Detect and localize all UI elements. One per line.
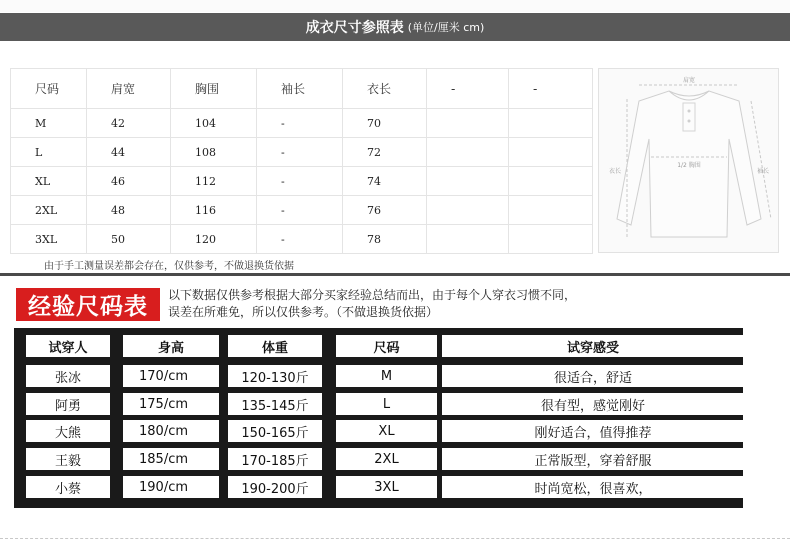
garment-diagram: [598, 68, 779, 253]
size-cell: M: [11, 109, 87, 138]
experience-cell: XL: [336, 420, 437, 442]
experience-cell: 170/cm: [123, 365, 219, 387]
experience-cell: 很适合，舒适: [442, 365, 744, 387]
size-cell: [509, 225, 593, 254]
experience-cell: 张冰: [26, 365, 110, 387]
experience-cell: L: [336, 393, 437, 415]
experience-cell: 很有型，感觉刚好: [442, 393, 744, 415]
size-table-row: [11, 196, 593, 225]
size-cell: -: [257, 109, 343, 138]
size-header-cell: 尺码: [11, 69, 87, 109]
experience-table: [14, 328, 743, 508]
size-chart-note: 由于手工测量误差都会存在，仅供参考，不做退换货依据: [44, 261, 294, 272]
size-cell: 48: [87, 196, 171, 225]
experience-description-line: 以下数据仅供参考根据大部分买家经验总结而出，由于每个人穿衣习惯不同，: [168, 288, 577, 302]
diagram-shoulder-label: 肩宽: [682, 77, 696, 84]
size-cell: [427, 167, 509, 196]
experience-cell: 175/cm: [123, 393, 219, 415]
diagram-sleeve-label: 袖长: [757, 168, 770, 175]
size-header-cell: -: [509, 69, 593, 109]
experience-cell: 刚好适合，值得推荐: [442, 420, 744, 442]
size-cell: 42: [87, 109, 171, 138]
size-cell: [427, 196, 509, 225]
size-cell: 74: [343, 167, 427, 196]
size-cell: -: [257, 196, 343, 225]
experience-cell: 120-130斤: [228, 365, 322, 387]
size-cell: [509, 109, 593, 138]
size-chart-header: [0, 13, 790, 41]
experience-description-line: 误差在所难免，所以仅供参考。（不做退换货依据）: [168, 305, 439, 319]
experience-cell: 185/cm: [123, 448, 219, 470]
size-cell: 104: [171, 109, 257, 138]
experience-header-cell: 试穿感受: [442, 335, 744, 357]
size-cell: [509, 138, 593, 167]
size-cell: L: [11, 138, 87, 167]
size-header-cell: 袖长: [257, 69, 343, 109]
size-cell: -: [257, 225, 343, 254]
size-cell: [427, 138, 509, 167]
size-cell: [427, 109, 509, 138]
experience-cell: M: [336, 365, 437, 387]
diagram-length-label: 衣长: [609, 168, 622, 175]
size-header-cell: -: [427, 69, 509, 109]
size-cell: XL: [11, 167, 87, 196]
experience-cell: 190/cm: [123, 476, 219, 498]
size-cell: 112: [171, 167, 257, 196]
size-cell: 46: [87, 167, 171, 196]
experience-cell: 王毅: [26, 448, 110, 470]
section-divider: [0, 273, 790, 276]
tshirt-outline-icon: [599, 69, 780, 254]
size-header-cell: 肩宽: [87, 69, 171, 109]
size-cell: 76: [343, 196, 427, 225]
experience-header-cell: 尺码: [336, 335, 437, 357]
experience-title: 经验尺码表: [16, 288, 160, 321]
experience-cell: 3XL: [336, 476, 437, 498]
size-header-cell: 衣长: [343, 69, 427, 109]
experience-description: [168, 287, 788, 321]
experience-header-cell: 体重: [228, 335, 322, 357]
size-header-cell: 胸围: [171, 69, 257, 109]
size-table-row: [11, 225, 593, 254]
size-cell: [509, 167, 593, 196]
size-cell: 120: [171, 225, 257, 254]
experience-cell: 阿勇: [26, 393, 110, 415]
size-cell: 72: [343, 138, 427, 167]
size-cell: 50: [87, 225, 171, 254]
experience-cell: 2XL: [336, 448, 437, 470]
experience-cell: 190-200斤: [228, 476, 322, 498]
experience-cell: 正常版型，穿着舒服: [442, 448, 744, 470]
experience-cell: 170-185斤: [228, 448, 322, 470]
size-cell: -: [257, 138, 343, 167]
bottom-divider: [0, 538, 790, 539]
experience-cell: 180/cm: [123, 420, 219, 442]
experience-cell: 大熊: [26, 420, 110, 442]
diagram-chest-label: 1/2 胸围: [677, 162, 701, 169]
size-table: [10, 68, 592, 253]
experience-cell: 135-145斤: [228, 393, 322, 415]
size-cell: [427, 225, 509, 254]
size-cell: 2XL: [11, 196, 87, 225]
size-cell: 108: [171, 138, 257, 167]
size-cell: 116: [171, 196, 257, 225]
size-cell: 78: [343, 225, 427, 254]
size-table-row: [11, 138, 593, 167]
size-cell: [509, 196, 593, 225]
size-cell: 44: [87, 138, 171, 167]
size-cell: 70: [343, 109, 427, 138]
size-table-header-row: [11, 69, 593, 109]
size-chart-title: 成衣尺寸参照表: [305, 20, 404, 36]
size-chart-unit: (单位/厘米 cm): [407, 21, 485, 34]
experience-header-cell: 试穿人: [26, 335, 110, 357]
experience-cell: 150-165斤: [228, 420, 322, 442]
experience-cell: 小蔡: [26, 476, 110, 498]
top-strip: [0, 0, 790, 12]
size-table-row: [11, 109, 593, 138]
size-cell: -: [257, 167, 343, 196]
size-cell: 3XL: [11, 225, 87, 254]
experience-cell: 时尚宽松，很喜欢，: [442, 476, 744, 498]
experience-header-cell: 身高: [123, 335, 219, 357]
size-table-row: [11, 167, 593, 196]
